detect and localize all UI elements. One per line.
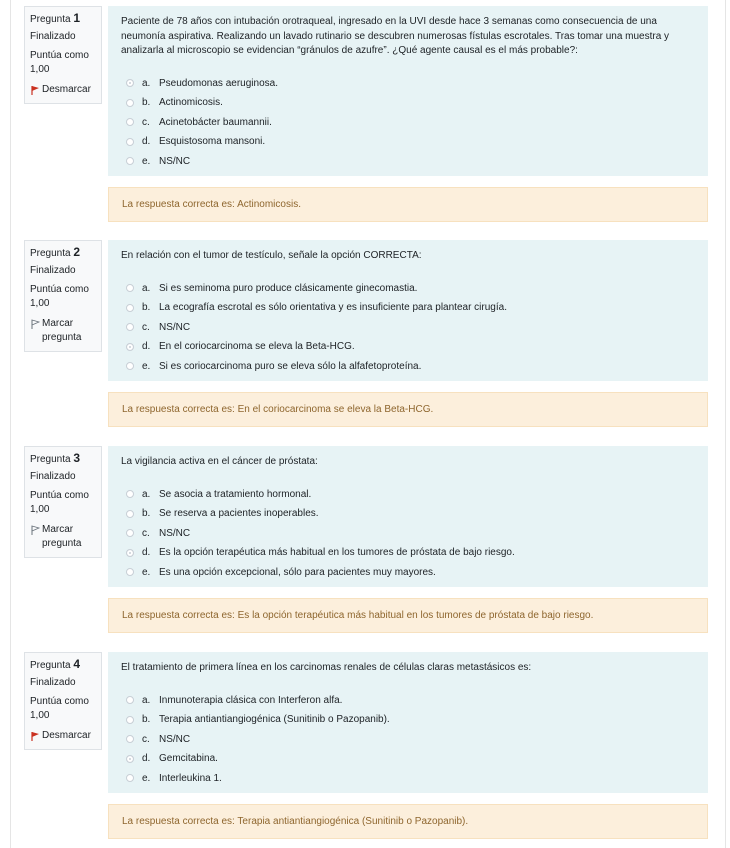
correct-answer-feedback: La respuesta correcta es: Terapia antiantiangiogénica (Sunitinib o Pazopanib). — [108, 804, 708, 839]
answer-option-c[interactable]: c. NS/NC — [121, 318, 696, 338]
answer-option-e[interactable]: e. Es una opción excepcional, sólo para pacientes muy mayores. — [121, 563, 696, 583]
radio-icon[interactable] — [126, 138, 134, 146]
question-state: Finalizado — [30, 677, 76, 688]
quiz-review-page — [10, 0, 726, 848]
answer-option-a[interactable]: a. Pseudomonas aeruginosa. — [121, 74, 696, 94]
flag-toggle[interactable]: Desmarcar — [30, 729, 97, 743]
radio-icon[interactable] — [126, 284, 134, 292]
question-state: Finalizado — [30, 265, 76, 276]
answer-option-d[interactable]: d. Gemcitabina. — [121, 749, 696, 769]
answer-option-d[interactable]: d. En el coriocarcinoma se eleva la Beta-HCG. — [121, 337, 696, 357]
flag-toggle[interactable]: Marcar pregunta — [30, 317, 97, 345]
radio-icon[interactable] — [126, 696, 134, 704]
answer-option-b[interactable]: b. Se reserva a pacientes inoperables. — [121, 504, 696, 524]
question-text: Paciente de 78 años con intubación orotraqueal, ingresado en la UVI desde hace 3 semanas como consecuencia de una neumonía aspirativa. Realizando un lavado rutinario se descubren numerosas fístulas escrotales. Tras tomar una muestra y analizarla al microscopio se evidencian “gránulos de azufre”. ¿Qué agente causal es el más probable?: — [121, 16, 670, 56]
answer-option-a[interactable]: a. Si es seminoma puro produce clásicamente ginecomastia. — [121, 279, 696, 299]
radio-checked-icon[interactable] — [126, 549, 134, 557]
radio-icon[interactable] — [126, 735, 134, 743]
question-content — [108, 652, 708, 793]
flag-outline-icon — [30, 319, 40, 329]
answer-list — [121, 691, 696, 789]
question-grade: Puntúa como 1,00 — [30, 490, 89, 515]
question-grade: Puntúa como 1,00 — [30, 696, 89, 721]
flag-toggle[interactable]: Desmarcar — [30, 83, 97, 97]
answer-option-c[interactable]: c. Acinetobácter baumannii. — [121, 113, 696, 133]
answer-option-e[interactable]: e. Si es coriocarcinoma puro se eleva sólo la alfafetoproteína. — [121, 357, 696, 377]
radio-icon[interactable] — [126, 362, 134, 370]
answer-option-d[interactable]: d. Es la opción terapéutica más habitual en los tumores de próstata de bajo riesgo. — [121, 543, 696, 563]
radio-icon[interactable] — [126, 568, 134, 576]
question-content — [108, 240, 708, 381]
question-content — [108, 6, 708, 176]
question-state: Finalizado — [30, 31, 76, 42]
flag-outline-icon — [30, 525, 40, 535]
radio-checked-icon[interactable] — [126, 755, 134, 763]
question-grade: Puntúa como 1,00 — [30, 284, 89, 309]
question-info — [24, 240, 102, 352]
radio-checked-icon[interactable] — [126, 343, 134, 351]
question-text: El tratamiento de primera línea en los carcinomas renales de células claras metastásicos es: — [121, 662, 532, 673]
answer-list — [121, 485, 696, 583]
radio-icon[interactable] — [126, 118, 134, 126]
question-text: En relación con el tumor de testículo, señale la opción CORRECTA: — [121, 250, 422, 261]
radio-icon[interactable] — [126, 510, 134, 518]
answer-option-b[interactable]: b. Terapia antiantiangiogénica (Sunitinib o Pazopanib). — [121, 710, 696, 730]
answer-option-e[interactable]: e. NS/NC — [121, 152, 696, 172]
question-number: Pregunta 1 — [30, 11, 81, 25]
question-number: Pregunta 3 — [30, 451, 81, 465]
question-content — [108, 446, 708, 587]
flag-filled-icon — [30, 85, 40, 95]
answer-list — [121, 279, 696, 377]
radio-icon[interactable] — [126, 716, 134, 724]
radio-checked-icon[interactable] — [126, 79, 134, 87]
question-info — [24, 446, 102, 558]
question-number: Pregunta 4 — [30, 657, 81, 671]
correct-answer-feedback: La respuesta correcta es: En el coriocarcinoma se eleva la Beta-HCG. — [108, 392, 708, 427]
question-text: La vigilancia activa en el cáncer de próstata: — [121, 456, 318, 467]
radio-icon[interactable] — [126, 490, 134, 498]
answer-list — [121, 74, 696, 172]
radio-icon[interactable] — [126, 529, 134, 537]
question-grade: Puntúa como 1,00 — [30, 50, 89, 75]
answer-option-e[interactable]: e. Interleukina 1. — [121, 769, 696, 789]
radio-icon[interactable] — [126, 99, 134, 107]
correct-answer-feedback: La respuesta correcta es: Actinomicosis. — [108, 187, 708, 222]
flag-filled-icon — [30, 731, 40, 741]
question-info — [24, 652, 102, 750]
answer-option-d[interactable]: d. Esquistosoma mansoni. — [121, 132, 696, 152]
answer-option-c[interactable]: c. NS/NC — [121, 524, 696, 544]
radio-icon[interactable] — [126, 304, 134, 312]
radio-icon[interactable] — [126, 323, 134, 331]
answer-option-a[interactable]: a. Se asocia a tratamiento hormonal. — [121, 485, 696, 505]
answer-option-c[interactable]: c. NS/NC — [121, 730, 696, 750]
answer-option-b[interactable]: b. Actinomicosis. — [121, 93, 696, 113]
answer-option-b[interactable]: b. La ecografía escrotal es sólo orientativa y es insuficiente para plantear cirugía. — [121, 298, 696, 318]
question-number: Pregunta 2 — [30, 245, 81, 259]
answer-option-a[interactable]: a. Inmunoterapia clásica con Interferon alfa. — [121, 691, 696, 711]
radio-icon[interactable] — [126, 774, 134, 782]
flag-toggle[interactable]: Marcar pregunta — [30, 523, 97, 551]
question-state: Finalizado — [30, 471, 76, 482]
correct-answer-feedback: La respuesta correcta es: Es la opción terapéutica más habitual en los tumores de próstata de bajo riesgo. — [108, 598, 708, 633]
question-info — [24, 6, 102, 104]
radio-icon[interactable] — [126, 157, 134, 165]
